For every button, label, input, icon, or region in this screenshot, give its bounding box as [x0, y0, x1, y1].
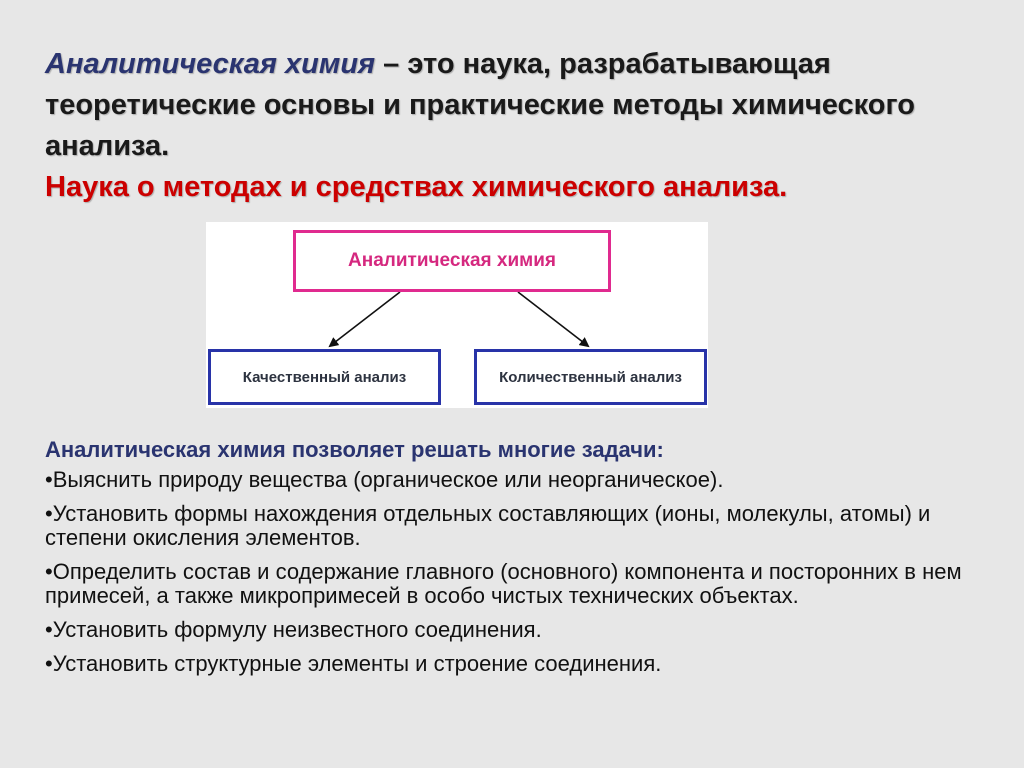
bullet: •: [45, 651, 53, 676]
arrow-to-quantitative: [518, 292, 588, 346]
node-label: Количественный анализ: [499, 368, 682, 386]
node-qualitative-analysis: [208, 349, 441, 405]
emphasis-line: Наука о методах и средствах химического анализа.: [45, 171, 788, 203]
intro-paragraph: [45, 44, 985, 208]
arrow-to-qualitative: [330, 292, 400, 346]
tasks-heading: Аналитическая химия позволяет решать многие задачи:: [45, 437, 664, 462]
bullet: •: [45, 617, 53, 642]
list-item-text: Установить структурные элементы и строение соединения.: [52, 651, 662, 676]
list-item: [45, 560, 985, 608]
bullet: •: [45, 559, 53, 584]
node-analytical-chemistry: [293, 230, 611, 292]
list-item: [45, 618, 985, 642]
list-item: [45, 468, 985, 492]
node-quantitative-analysis: [474, 349, 707, 405]
tasks-list: [45, 468, 985, 686]
node-label: Аналитическая химия: [348, 250, 556, 271]
list-item-text: Выяснить природу вещества (органическое или неорганическое).: [52, 467, 724, 492]
definition-text: – это наука, разрабатывающая теоретические основы и практические методы химического анализа.: [45, 48, 915, 162]
node-label: Качественный анализ: [242, 368, 407, 386]
bullet: •: [45, 467, 53, 492]
list-item: [45, 502, 985, 550]
list-item-text: Установить формы нахождения отдельных составляющих (ионы, молекулы, атомы) и степени окисления элементов.: [45, 501, 931, 550]
classification-diagram: [206, 222, 708, 408]
defined-term: Аналитическая химия: [45, 48, 376, 80]
list-item-text: Установить формулу неизвестного соединения.: [52, 617, 542, 642]
bullet: •: [45, 501, 53, 526]
list-item-text: Определить состав и содержание главного (основного) компонента и посторонних в нем примесей, а также микропримесей в особо чистых технических объектах.: [45, 559, 962, 608]
list-item: [45, 652, 985, 676]
